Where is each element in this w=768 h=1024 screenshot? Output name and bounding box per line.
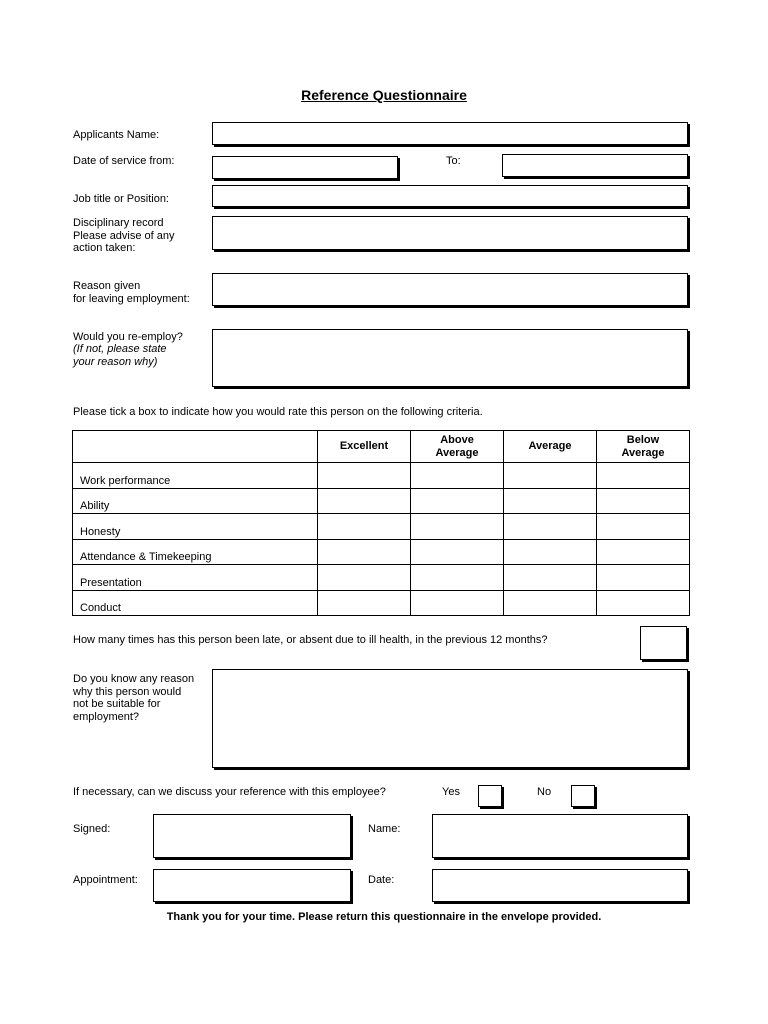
rating-table <box>72 430 690 616</box>
table-row <box>73 514 690 540</box>
rating-cell[interactable] <box>504 514 597 540</box>
no-label: No <box>537 786 552 798</box>
rating-cell[interactable] <box>597 514 690 540</box>
table-row <box>73 590 690 616</box>
criterion-work-performance: Work performance <box>73 463 318 489</box>
signed-label: Signed: <box>73 823 111 835</box>
rating-cell[interactable] <box>411 539 504 565</box>
col-excellent: Excellent <box>318 431 411 463</box>
rating-cell[interactable] <box>504 488 597 514</box>
table-row <box>73 488 690 514</box>
name-field[interactable] <box>432 814 688 858</box>
date-label: Date: <box>368 874 395 886</box>
rating-cell[interactable] <box>411 590 504 616</box>
table-row <box>73 539 690 565</box>
rating-cell[interactable] <box>318 590 411 616</box>
page-title: Reference Questionnaire <box>301 87 467 103</box>
reemploy-label: Would you re-employ? <box>73 331 183 343</box>
date-field[interactable] <box>432 869 688 902</box>
name-label: Name: <box>368 823 401 835</box>
criterion-conduct: Conduct <box>73 590 318 616</box>
rating-cell[interactable] <box>597 565 690 591</box>
col-above-average: Above Average <box>411 431 504 463</box>
rating-cell[interactable] <box>597 463 690 489</box>
criterion-attendance: Attendance & Timekeeping <box>73 539 318 565</box>
job-title-label: Job title or Position: <box>73 193 169 205</box>
applicant-name-label: Applicants Name: <box>73 129 160 141</box>
appointment-label: Appointment: <box>73 874 138 886</box>
absence-question: How many times has this person been late, or absent due to ill health, in the previous 12 months? <box>73 634 548 646</box>
criterion-ability: Ability <box>73 488 318 514</box>
no-checkbox[interactable] <box>571 785 595 807</box>
applicant-name-field[interactable] <box>212 122 688 145</box>
yes-checkbox[interactable] <box>478 785 502 807</box>
table-row <box>73 565 690 591</box>
disciplinary-field[interactable] <box>212 216 688 250</box>
rating-cell[interactable] <box>504 590 597 616</box>
discuss-question: If necessary, can we discuss your reference with this employee? <box>73 786 386 798</box>
service-to-field[interactable] <box>502 154 688 177</box>
col-average: Average <box>504 431 597 463</box>
rating-header-row <box>73 431 690 463</box>
rating-cell[interactable] <box>597 488 690 514</box>
rating-cell[interactable] <box>597 539 690 565</box>
rating-cell[interactable] <box>318 514 411 540</box>
job-title-field[interactable] <box>212 185 688 207</box>
reemploy-note: (If not, please state your reason why) <box>73 343 167 368</box>
reason-leaving-label: Reason given for leaving employment: <box>73 280 190 305</box>
rating-cell[interactable] <box>411 514 504 540</box>
service-from-label: Date of service from: <box>73 155 175 167</box>
rating-cell[interactable] <box>411 488 504 514</box>
unsuitable-question: Do you know any reason why this person would not be suitable for employment? <box>73 673 195 723</box>
rating-cell[interactable] <box>411 463 504 489</box>
reason-leaving-field[interactable] <box>212 273 688 306</box>
footer-note: Thank you for your time. Please return this questionnaire in the envelope provided. <box>166 911 602 923</box>
service-to-label: To: <box>446 155 461 167</box>
disciplinary-label: Disciplinary record Please advise of any action taken: <box>73 217 175 254</box>
table-row <box>73 463 690 489</box>
rating-cell[interactable] <box>318 488 411 514</box>
rating-cell[interactable] <box>504 565 597 591</box>
rating-cell[interactable] <box>318 539 411 565</box>
service-from-field[interactable] <box>212 156 398 179</box>
rating-cell[interactable] <box>411 565 504 591</box>
rating-cell[interactable] <box>318 565 411 591</box>
criteria-header <box>73 431 318 463</box>
rating-cell[interactable] <box>504 463 597 489</box>
rating-cell[interactable] <box>504 539 597 565</box>
rating-cell[interactable] <box>318 463 411 489</box>
reemploy-field[interactable] <box>212 329 688 387</box>
criterion-honesty: Honesty <box>73 514 318 540</box>
appointment-field[interactable] <box>153 869 351 902</box>
absence-count-field[interactable] <box>640 626 687 660</box>
col-below-average: Below Average <box>597 431 690 463</box>
yes-label: Yes <box>442 786 460 798</box>
unsuitable-field[interactable] <box>212 669 688 768</box>
rating-cell[interactable] <box>597 590 690 616</box>
criterion-presentation: Presentation <box>73 565 318 591</box>
rating-instruction: Please tick a box to indicate how you would rate this person on the following criteria. <box>73 406 483 418</box>
signed-field[interactable] <box>153 814 351 858</box>
